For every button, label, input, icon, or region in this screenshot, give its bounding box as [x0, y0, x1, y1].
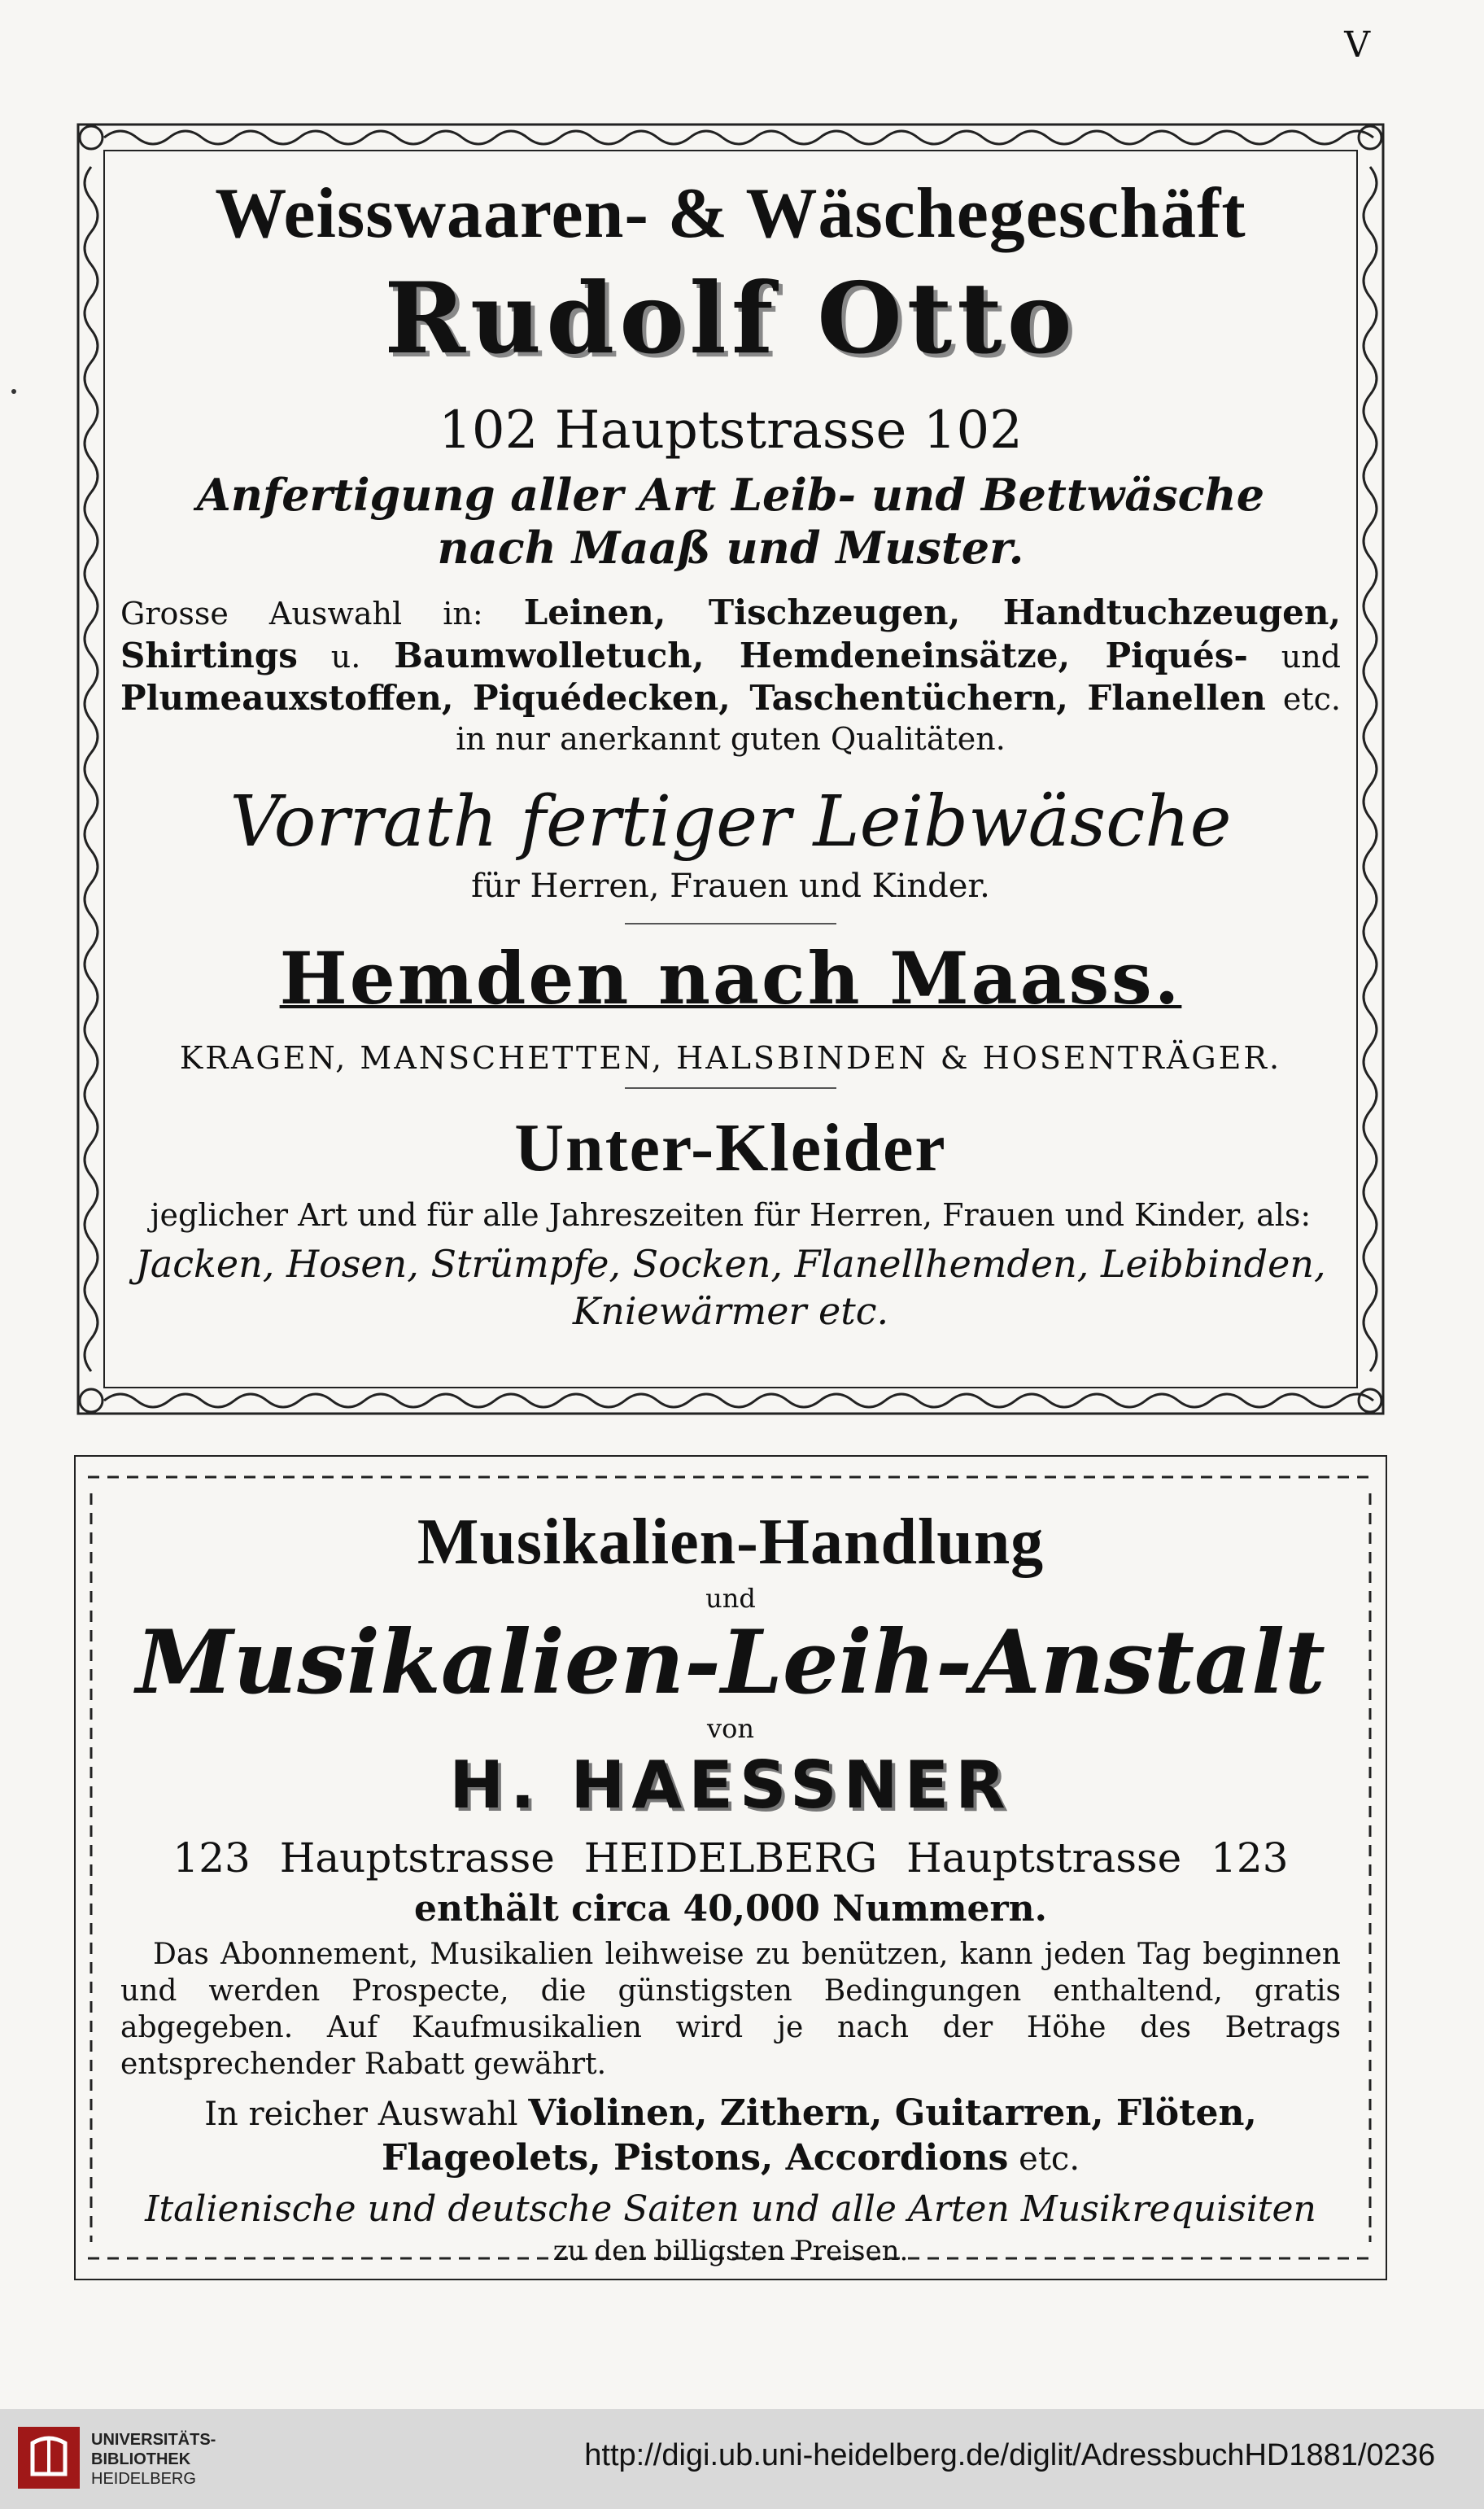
shop-heading: Weisswaaren- & Wäschegeschäft — [215, 174, 1246, 253]
assortment-items-1: Leinen, Tischzeugen, Handtuchzeugen, Shirtings — [120, 592, 1342, 675]
music-address — [120, 1834, 1341, 1882]
address-right: Hauptstrasse 123 — [906, 1834, 1289, 1882]
stock-subtitle: für Herren, Frauen und Kinder. — [471, 868, 990, 906]
assortment-items-2: Baumwolletuch, Hemdeneinsätze, Piqués- — [394, 635, 1248, 675]
library-line-1: UNIVERSITÄTS- — [91, 2431, 216, 2449]
assortment-items-3: Plumeauxstoffen, Piquédecken, Taschentüchern, Flanellen — [120, 678, 1266, 719]
city: HEIDELBERG — [583, 1834, 878, 1882]
instruments-tail: etc. — [1019, 2140, 1080, 2178]
service-line-2: nach Maaß und Muster. — [437, 521, 1024, 574]
assortment-und: und — [1281, 638, 1341, 675]
music-lending-title: Musikalien-Leih-Anstalt — [136, 1611, 1325, 1714]
instruments-list: Violinen, Zithern, Guitarren, Flöten, Flageolets, Pistons, Accordions — [381, 2092, 1257, 2179]
permalink-url[interactable]: http://digi.ub.uni-heidelberg.de/diglit/AdressbuchHD1881/0236 — [584, 2438, 1435, 2472]
underwear-description: jeglicher Art und für alle Jahreszeiten für Herren, Frauen und Kinder, als: — [150, 1197, 1312, 1234]
instruments-line — [120, 2091, 1341, 2180]
library-footer — [0, 2409, 1484, 2509]
owner-name: H. HAESSNER — [449, 1747, 1012, 1823]
library-logo-icon — [18, 2427, 80, 2489]
divider — [625, 1087, 836, 1089]
music-shop-title: Musikalien-Handlung — [417, 1506, 1045, 1578]
assortment-tail: etc. in nur anerkannt guten Qualitäten. — [456, 681, 1341, 757]
catalog-count: enthält circa 40,000 Nummern. — [414, 1888, 1047, 1930]
preposition-von: von — [707, 1713, 754, 1744]
prices-line: zu den billigsten Preisen. — [552, 2235, 909, 2267]
stock-title: Vorrath fertiger Leibwäsche — [229, 781, 1232, 863]
assortment-paragraph — [120, 592, 1341, 758]
margin-dot — [11, 389, 16, 394]
advertisement-haessner — [72, 1453, 1390, 2283]
conjunction-und: und — [705, 1583, 756, 1614]
divider — [625, 923, 836, 924]
shop-name: Rudolf Otto — [384, 260, 1077, 376]
advertisement-rudolf-otto — [72, 118, 1390, 1420]
shop-address: 102 Hauptstrasse 102 — [439, 400, 1023, 461]
underwear-title: Unter-Kleider — [514, 1110, 947, 1187]
library-name — [91, 2430, 216, 2489]
service-line-1: Anfertigung aller Art Leib- und Bettwäsche — [196, 468, 1265, 521]
assortment-intro: Grosse Auswahl in: — [120, 596, 483, 632]
address-left: 123 Hauptstrasse — [172, 1834, 555, 1882]
library-line-2: BIBLIOTHEK — [91, 2450, 191, 2468]
underwear-items: Jacken, Hosen, Strümpfe, Socken, Flanellhemden, Leibbinden, Kniewärmer etc. — [135, 1242, 1326, 1333]
shirts-title: Hemden nach Maass. — [279, 936, 1182, 1021]
assortment-conj: u. — [330, 638, 361, 675]
instruments-intro: In reicher Auswahl — [204, 2096, 518, 2133]
subscription-paragraph: Das Abonnement, Musikalien leihweise zu benützen, kann jeden Tag beginnen und werden Prospecte, die günstigsten Bedingungen enthaltend, gratis abgegeben. Auf Kaufmusikalien wird je nach der Höhe des Betrags entsprechender Rabatt gewährt. — [120, 1938, 1341, 2081]
library-line-3: HEIDELBERG — [91, 2470, 196, 2488]
page-number: V — [1344, 24, 1370, 66]
accessories-line: KRAGEN, MANSCHETTEN, HALSBINDEN & HOSENTRÄGER. — [179, 1040, 1282, 1077]
strings-line: Italienische und deutsche Saiten und alle Arten Musikrequisiten — [145, 2188, 1316, 2230]
